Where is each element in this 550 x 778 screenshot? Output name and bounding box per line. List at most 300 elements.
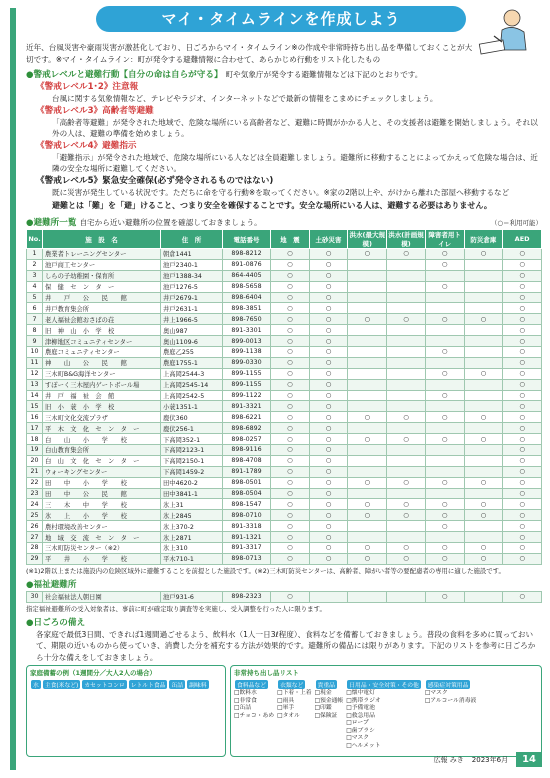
table-cell: 898-6892: [223, 423, 271, 434]
table-cell: ○: [271, 368, 310, 379]
checklist-item: □救急用品: [346, 712, 375, 719]
table-cell: ○: [271, 379, 310, 390]
checklist-group-title: 日用品・安全対策・その他: [347, 680, 421, 689]
table-cell: [387, 521, 426, 532]
table-cell: 7: [27, 314, 43, 325]
table-cell: 27: [27, 532, 43, 543]
table-cell: ○: [271, 390, 310, 401]
shelter-footnote: (※1)2階以上または施設内の危険区域外に避難することを前提とした施設です。(※2)三木町防災センターは、高齢者、障がい者等の要配慮者の専用に適した施設です。: [26, 566, 505, 575]
table-cell: 池戸1276-5: [161, 281, 223, 292]
table-row: [27, 521, 542, 532]
table-cell: ○: [271, 466, 310, 477]
table-row: [27, 368, 542, 379]
level-5-title: 《警戒レベル5》緊急安全確保(必ず発令されるものではない): [36, 175, 274, 186]
table-cell: ○: [503, 477, 542, 488]
table-row: [27, 390, 542, 401]
table-row: [27, 303, 542, 314]
table-row: [27, 401, 542, 412]
table-cell: 891-0876: [223, 259, 271, 270]
table-cell: ○: [271, 259, 310, 270]
table-cell: ○: [271, 303, 310, 314]
table-cell: 三木町B&G海洋センター: [43, 368, 161, 379]
level-1-2-text: 台風に関する気象情報など、テレビやラジオ、インターネットなどで最新の情報をこまめにチェックしましょう。: [52, 94, 438, 103]
table-cell: 保 健 セ ン タ ー: [43, 281, 161, 292]
table-cell: 奥山987: [161, 325, 223, 336]
table-cell: [425, 325, 464, 336]
column-header: 電話番号: [223, 230, 271, 249]
stock-items: [30, 679, 222, 690]
table-row: [27, 543, 542, 554]
table-cell: ○: [271, 477, 310, 488]
table-cell: 23: [27, 488, 43, 499]
column-header: 防災倉庫: [464, 230, 503, 249]
level-1-2-title: 《警戒レベル1･2》注意報: [36, 82, 139, 92]
table-cell: 16: [27, 412, 43, 423]
table-cell: [387, 270, 426, 281]
table-cell: 21: [27, 466, 43, 477]
table-row: [27, 357, 542, 368]
table-cell: [464, 281, 503, 292]
table-cell: [348, 368, 387, 379]
table-cell: 26: [27, 521, 43, 532]
table-cell: 白 山 文 化 セ ン タ ー: [43, 455, 161, 466]
table-cell: [387, 259, 426, 270]
stock-item: カセットコンロ: [82, 680, 126, 689]
intro-text: 近年、台風災害や豪雨災害が激甚化しており、日ごろからマイ・タイムライン※の作成や非常時持ち出し品を準備しておくことが大切です。※マイ・タイムライン：町が発令する避難情報に合わせて、あらかじめ行動をリスト化したもの: [26, 43, 473, 64]
table-row: [27, 249, 542, 260]
table-cell: ○: [503, 423, 542, 434]
evacuation-summary: 避難とは「難」を「避」けること、つまり安全を確保することです。安全な場所にいる人は、避難する必要はありません。: [52, 201, 492, 210]
table-row: [27, 379, 542, 390]
table-cell: 898-8212: [223, 249, 271, 260]
checklist-item: □預金通帳: [314, 697, 344, 704]
page-number: 14: [516, 752, 542, 767]
table-cell: ○: [425, 412, 464, 423]
table-cell: ○: [503, 292, 542, 303]
table-cell: 池戸商工センター: [43, 259, 161, 270]
table-cell: [425, 292, 464, 303]
table-cell: ○: [464, 510, 503, 521]
table-cell: ○: [503, 368, 542, 379]
table-cell: ○: [503, 591, 542, 602]
table-cell: 下高岡1459-2: [161, 466, 223, 477]
column-header: 住 所: [161, 230, 223, 249]
table-cell: ○: [271, 553, 310, 564]
table-cell: [464, 259, 503, 270]
table-cell: [348, 390, 387, 401]
table-cell: 田 中 小 学 校: [43, 477, 161, 488]
table-cell: ○: [309, 510, 348, 521]
table-cell: 898-0710: [223, 510, 271, 521]
checklist-item: □懐中電灯: [346, 690, 375, 697]
table-cell: 氷上2845: [161, 510, 223, 521]
table-cell: ○: [309, 412, 348, 423]
shelter-table-body: [27, 249, 542, 565]
table-cell: ○: [271, 281, 310, 292]
table-cell: [348, 488, 387, 499]
table-cell: [387, 357, 426, 368]
table-cell: ○: [387, 434, 426, 445]
table-cell: 891-3321: [223, 401, 271, 412]
checklist-item: □アルコール消毒液: [424, 697, 477, 704]
table-cell: 三木町防災センター（※2）: [43, 543, 161, 554]
table-cell: ○: [271, 336, 310, 347]
table-cell: 9: [27, 336, 43, 347]
table-cell: [425, 455, 464, 466]
table-row: [27, 325, 542, 336]
table-cell: ○: [464, 314, 503, 325]
table-row: [27, 445, 542, 456]
column-header: No.: [27, 230, 43, 249]
table-cell: ○: [271, 488, 310, 499]
column-header: 障害者用トイレ: [425, 230, 464, 249]
table-cell: [425, 270, 464, 281]
table-cell: 30: [27, 591, 43, 602]
table-cell: 下高岡2123-1: [161, 445, 223, 456]
table-cell: 農庭コミュニティセンター: [43, 347, 161, 358]
table-cell: ○: [464, 499, 503, 510]
table-cell: [348, 347, 387, 358]
table-cell: ○: [271, 445, 310, 456]
table-cell: ○: [464, 543, 503, 554]
checklist-item: □現金: [314, 690, 332, 697]
table-row: [27, 466, 542, 477]
table-cell: ○: [309, 543, 348, 554]
column-header: 地 震: [271, 230, 310, 249]
table-cell: ○: [503, 325, 542, 336]
welfare-row: [27, 591, 542, 602]
table-cell: 氷 上 小 学 校: [43, 510, 161, 521]
table-cell: [387, 423, 426, 434]
table-cell: ○: [271, 325, 310, 336]
table-cell: ○: [503, 510, 542, 521]
alert-heading: [26, 69, 542, 81]
table-row: [27, 314, 542, 325]
table-cell: 農庭1755-1: [161, 357, 223, 368]
table-cell: ○: [464, 434, 503, 445]
column-header: AED: [503, 230, 542, 249]
table-cell: ○: [348, 249, 387, 260]
checklist-item: □タオル: [277, 712, 300, 719]
table-cell: [348, 292, 387, 303]
table-cell: ○: [387, 499, 426, 510]
page: [26, 6, 542, 766]
table-row: [27, 412, 542, 423]
table-cell: [425, 488, 464, 499]
table-cell: 平 井 小 学 校: [43, 553, 161, 564]
table-cell: [464, 325, 503, 336]
table-cell: 田中3841-1: [161, 488, 223, 499]
table-cell: 899-1155: [223, 379, 271, 390]
table-cell: 891-1321: [223, 532, 271, 543]
table-cell: [464, 445, 503, 456]
table-cell: ○: [503, 488, 542, 499]
checklist-item: □マスク: [346, 735, 370, 742]
table-cell: ○: [464, 553, 503, 564]
table-cell: [464, 423, 503, 434]
table-cell: [348, 521, 387, 532]
table-cell: 6: [27, 303, 43, 314]
table-cell: ○: [348, 477, 387, 488]
table-cell: ○: [464, 412, 503, 423]
table-cell: [387, 401, 426, 412]
table-cell: ○: [503, 499, 542, 510]
table-cell: 井上1966-5: [161, 314, 223, 325]
shelter-legend: （○＝利用可能）: [490, 219, 542, 227]
table-cell: [387, 532, 426, 543]
stock-item: 調味料: [187, 680, 208, 689]
table-cell: 旧 小 蓑 小 学 校: [43, 401, 161, 412]
checklist-item: □雨具: [277, 697, 295, 704]
table-cell: ○: [425, 553, 464, 564]
checklist-group-title: 衣類など: [278, 680, 305, 689]
table-cell: 農村環境改善センター: [43, 521, 161, 532]
table-cell: [348, 379, 387, 390]
table-cell: ○: [271, 412, 310, 423]
table-cell: [464, 591, 503, 602]
table-cell: 氷上31: [161, 499, 223, 510]
table-cell: 12: [27, 368, 43, 379]
table-cell: [348, 532, 387, 543]
table-cell: ○: [425, 477, 464, 488]
table-cell: ○: [464, 249, 503, 260]
column-header: 洪水(最大規模): [349, 231, 385, 248]
table-cell: 奥山1109-6: [161, 336, 223, 347]
checklist-group-title: 貴重品: [316, 680, 337, 689]
table-cell: [425, 357, 464, 368]
table-cell: ○: [503, 553, 542, 564]
table-cell: 井戸2679-1: [161, 292, 223, 303]
table-cell: ○: [503, 434, 542, 445]
table-cell: 白山教育集会所: [43, 445, 161, 456]
stock-item: 主食(米など): [43, 680, 81, 689]
table-cell: 29: [27, 553, 43, 564]
table-cell: [464, 466, 503, 477]
welfare-table: [26, 591, 542, 603]
checklist-item: □予備電池: [346, 705, 375, 712]
table-cell: [348, 259, 387, 270]
table-cell: ○: [309, 368, 348, 379]
table-cell: 898-5658: [223, 281, 271, 292]
table-cell: 13: [27, 379, 43, 390]
table-cell: ○: [464, 368, 503, 379]
table-cell: 22: [27, 477, 43, 488]
table-cell: 井 戸 公 民 館: [43, 292, 161, 303]
table-cell: [464, 292, 503, 303]
table-cell: 17: [27, 423, 43, 434]
shelter-list-heading: [26, 214, 542, 229]
table-cell: ○: [271, 292, 310, 303]
table-cell: ○: [503, 543, 542, 554]
table-cell: 11: [27, 357, 43, 368]
table-cell: ○: [503, 379, 542, 390]
table-cell: 15: [27, 401, 43, 412]
table-cell: すぽーく三木屋内ゲートボール場: [43, 379, 161, 390]
table-cell: 井戸教育集会所: [43, 303, 161, 314]
table-cell: [387, 303, 426, 314]
table-cell: ○: [503, 336, 542, 347]
table-cell: [387, 455, 426, 466]
table-cell: 891-3318: [223, 521, 271, 532]
table-cell: [348, 270, 387, 281]
table-cell: [348, 466, 387, 477]
table-cell: ○: [309, 281, 348, 292]
table-cell: ○: [387, 553, 426, 564]
table-cell: 18: [27, 434, 43, 445]
table-cell: 899-1122: [223, 390, 271, 401]
table-cell: 井 戸 福 祉 会 館: [43, 390, 161, 401]
table-cell: 田中4620-2: [161, 477, 223, 488]
table-cell: 898-6404: [223, 292, 271, 303]
table-cell: ○: [309, 259, 348, 270]
table-cell: ○: [387, 249, 426, 260]
checklist-item: □保険証: [314, 712, 338, 719]
table-row: [27, 455, 542, 466]
stock-item: 水: [31, 680, 41, 689]
table-cell: 4: [27, 281, 43, 292]
table-cell: [387, 488, 426, 499]
table-cell: ○: [271, 434, 310, 445]
table-cell: 平木710-1: [161, 553, 223, 564]
table-cell: ○: [309, 532, 348, 543]
table-cell: 池戸931-6: [161, 591, 223, 602]
table-cell: ○: [348, 499, 387, 510]
left-accent-bar: [10, 8, 16, 770]
table-cell: [348, 303, 387, 314]
table-row: [27, 499, 542, 510]
shelter-table: [26, 229, 542, 565]
table-row: [27, 281, 542, 292]
table-cell: 2: [27, 259, 43, 270]
table-cell: ○: [271, 270, 310, 281]
table-cell: [387, 368, 426, 379]
table-cell: [425, 466, 464, 477]
table-cell: [387, 379, 426, 390]
table-cell: ○: [425, 499, 464, 510]
level-3-text: 「高齢者等避難」が発令された地域で、危険な場所にいる高齢者など、避難に時間がかかる人と、その支援者は避難を開始しましょう。それ以外の人は、避難の準備を始めましょう。: [52, 117, 538, 138]
table-cell: ○: [503, 445, 542, 456]
table-cell: [464, 336, 503, 347]
table-cell: 8: [27, 325, 43, 336]
table-cell: ○: [387, 543, 426, 554]
table-cell: 1: [27, 249, 43, 260]
checklist-item: □軍手: [277, 705, 295, 712]
table-cell: ○: [387, 412, 426, 423]
table-row: [27, 434, 542, 445]
table-cell: ○: [271, 591, 310, 602]
table-row: [27, 270, 542, 281]
table-cell: [387, 281, 426, 292]
table-cell: ○: [503, 314, 542, 325]
table-cell: [348, 445, 387, 456]
table-cell: [425, 336, 464, 347]
table-cell: ○: [503, 521, 542, 532]
table-cell: ○: [271, 543, 310, 554]
table-cell: ○: [309, 401, 348, 412]
checklist-title: 非常持ち出し品リスト: [234, 669, 299, 678]
shelter-heading-title: ●避難所一覧: [26, 218, 77, 228]
table-cell: [464, 401, 503, 412]
table-cell: ○: [425, 347, 464, 358]
table-cell: 898-9116: [223, 445, 271, 456]
table-cell: 田 中 公 民 館: [43, 488, 161, 499]
table-cell: ○: [503, 259, 542, 270]
level-4-text: 「避難指示」が発令された地域で、危険な場所にいる人などは全員避難しましょう。避難所に移動することによってかえって危険な場合は、近隣の安全な場所に避難してください。: [52, 152, 538, 173]
table-cell: 899-1138: [223, 347, 271, 358]
table-cell: ○: [425, 390, 464, 401]
table-cell: ○: [271, 347, 310, 358]
table-cell: [348, 591, 387, 602]
table-cell: [464, 379, 503, 390]
checklist-item: □マスク: [424, 690, 448, 697]
table-cell: ○: [348, 510, 387, 521]
table-cell: 25: [27, 510, 43, 521]
table-cell: 5: [27, 292, 43, 303]
table-cell: 鹿伏360: [161, 412, 223, 423]
table-cell: ○: [425, 314, 464, 325]
table-cell: ○: [309, 325, 348, 336]
table-cell: ○: [503, 249, 542, 260]
stock-item: 缶詰: [169, 680, 185, 689]
table-cell: 社会福祉法人朝日園: [43, 591, 161, 602]
table-cell: 地 域 交 流 セ ン タ ー: [43, 532, 161, 543]
supplies-section: [26, 665, 542, 757]
table-row: [27, 259, 542, 270]
prep-text: 各家庭で最低3日間、できれば1週間過ごせるよう、飲料水（1人一日3ℓ程度）、食料などを備蓄しておきましょう。普段の食料を多めに買っておいて、期限の近いものから使っていき、消費した分を補充する方法が効果的です。避難所の備品には限りがあります。下記のリストを参考に日ごろから十分な備えをしておきましょう。: [36, 629, 536, 662]
table-cell: ○: [503, 466, 542, 477]
table-cell: ○: [309, 455, 348, 466]
welfare-note: 指定福祉避難所の受入対象者は、事前に町が確定取り調査等を実施し、受入調整を行った人に限ります。: [26, 604, 326, 613]
table-cell: [425, 532, 464, 543]
table-cell: ○: [464, 477, 503, 488]
table-cell: 898-4708: [223, 455, 271, 466]
table-cell: [387, 591, 426, 602]
table-cell: [348, 401, 387, 412]
table-row: [27, 423, 542, 434]
table-cell: ウォーキングセンター: [43, 466, 161, 477]
table-cell: [425, 423, 464, 434]
table-cell: 池戸2340-1: [161, 259, 223, 270]
checklist-item: □下着・上着: [277, 690, 312, 697]
table-cell: ○: [309, 423, 348, 434]
shelter-table-header: [27, 230, 542, 249]
checklist-group: [346, 679, 422, 750]
table-cell: [387, 336, 426, 347]
table-cell: 白 山 小 学 校: [43, 434, 161, 445]
table-cell: [348, 423, 387, 434]
table-cell: ○: [348, 412, 387, 423]
person-writing-icon: [472, 6, 536, 56]
checklist-item: □ヘルメット: [346, 742, 381, 749]
table-cell: ○: [425, 521, 464, 532]
welfare-heading: ●福祉避難所: [26, 579, 77, 590]
table-cell: ○: [271, 423, 310, 434]
stock-item: レトルト食品: [129, 680, 168, 689]
table-cell: ○: [503, 401, 542, 412]
table-cell: 三木町文化交流プラザ: [43, 412, 161, 423]
table-cell: [464, 532, 503, 543]
table-cell: 井戸2631-1: [161, 303, 223, 314]
checklist-group-title: 感染症対策用品: [426, 680, 471, 689]
table-cell: 旧 神 山 小 学 校: [43, 325, 161, 336]
page-footer: [26, 752, 542, 767]
table-cell: 農業者トレーニングセンター: [43, 249, 161, 260]
table-cell: 3: [27, 270, 43, 281]
table-cell: ○: [348, 553, 387, 564]
table-cell: [348, 455, 387, 466]
table-cell: 氷上310: [161, 543, 223, 554]
table-cell: [348, 336, 387, 347]
